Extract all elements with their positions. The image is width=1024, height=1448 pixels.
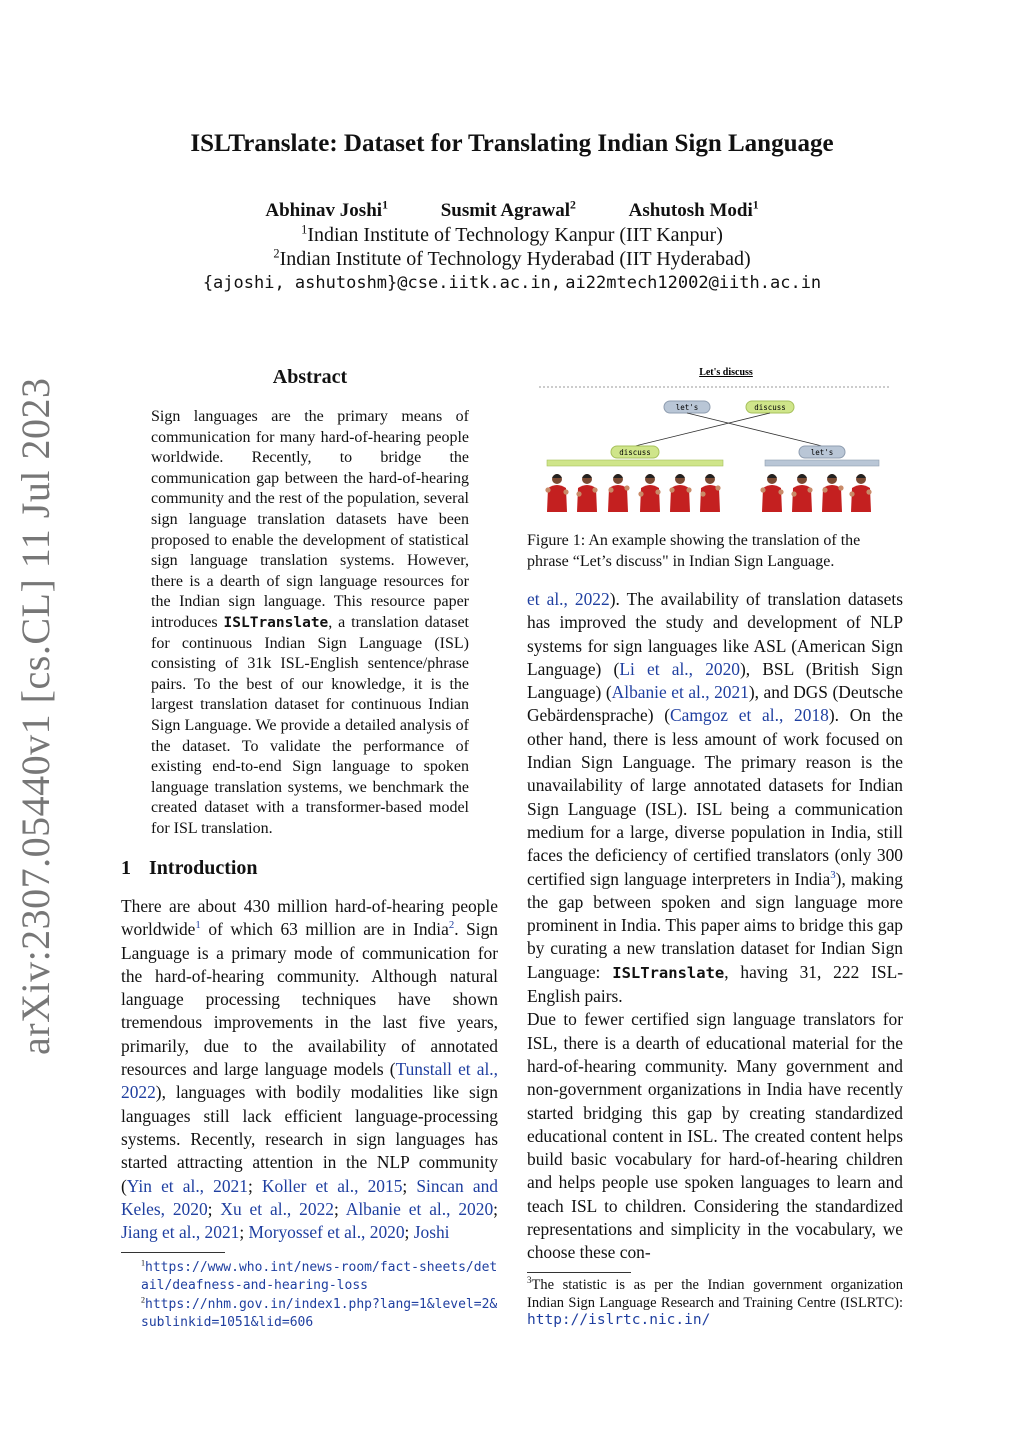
alignment-line-2 [635,413,770,446]
author-emails: {ajoshi, ashutoshm}@cse.iitk.ac.in, ai22mtech12002@iith.ac.in [202,273,822,293]
signer-frame [700,474,721,512]
alignment-line-1 [687,413,822,446]
gloss-lets-mid: let's [810,448,834,457]
citation-link[interactable]: Sincan and Keles, 2020 [121,1175,498,1219]
citation-link[interactable]: Koller et al., 2015 [261,1175,403,1196]
citation-link[interactable]: Moryossef et al., 2020 [248,1222,405,1243]
signer-frames [545,474,871,512]
citation-link[interactable]: et al., 2022 [527,589,610,609]
right-paragraph-2: Due to fewer certified sign language translators for ISL, there is a dearth of educational material for the hard-of-hearing community. Many government and non-government organizations in India have recently started bridging this gap by creating standardized educational content in ISL. The created content helps build basic vocabulary for hard-of-hearing children and helps people use spoken languages to learn and teach ISL to children. Considering the standardized representations and simplicity in the vocabulary, we choose these con- [527,1009,903,1263]
signer-frame [822,474,844,512]
signer-frame [638,474,660,512]
segment-bar-discuss [547,460,723,466]
right-column-text: et al., 2022). The availability of translation datasets has improved the study and development of NLP systems for sign languages like ASL (American Sign Language) (Li et al., 2020), BSL (British Sign Language) (Albanie et al., 2021), and DGS (Deutsche Gebärdensprache) (Camgoz et al., 2018). On the other hand, there is less amount of work focused on Indian Sign Language. The primary reason is the unavailability of large annotated datasets for Indian Sign Language (ISL). ISL being a communication medium for a large, diverse population in India, still faces the deficiency of certified translators (only 300 certified sign language interpreters in India$^3$), making the gap between spoken and sign language more prominent in India. This paper aims to bridge this gap by curating a new translation dataset for Indian Sign Language: ISLTranslate, having 31, 222 ISL-English pairs. Due to fewer certified sign language translators for ISL, there is a dearth of educational material for the hard-of-hearing community. Many government and non-government organizations in India have recently started bridging this gap by creating standardized educational content in ISL. The created content helps build basic vocabulary for hard-of-hearing children and helps people use spoken languages to learn and teach ISL to children. Considering the standardized representations and simplicity in the vocabulary, we choose these con- [527,589,904,1263]
signer-frame [669,474,691,512]
abstract-text: Sign languages are the primary means of communication for many hard-of-hearing people worldwide. Recently, to bridge the communication gap between the hard-of-hearing community and the rest of the population, several sign language translation datasets have been proposed to enable the development of statistical sign language translation systems. However, there is a dearth of sign language resources for the Indian sign language. This resource paper introduces ISLTranslate, a translation dataset for continuous Indian Sign Language (ISL) consisting of 31k ISL-English sentence/phrase pairs. To the best of our knowledge, it is the largest translation dataset for continuous Indian Sign Language. We provide a detailed analysis of the dataset. To validate the performance of existing end-to-end Sign language to spoken language translation systems, we benchmark the created dataset with a transformer-based model for ISL translation. [151,408,469,837]
figure-title: Let's discuss [699,367,753,378]
author-2: Susmit Agrawal$^2$ [440,198,576,221]
gloss-discuss-mid: discuss [619,448,651,457]
figure-1-caption: Figure 1: An example showing the translation of the phrase “Let’s discuss" in Indian Sign Language. [527,532,861,570]
gloss-lets-top: let's [675,403,699,412]
footnote-ref-3[interactable]: 3 [830,868,836,881]
authors [0,200,1024,222]
footnote-3-url[interactable]: http://islrtc.nic.in/ [527,1312,711,1328]
signer-frame [849,474,871,512]
citation-link[interactable]: Albanie et al., 2020 [345,1198,494,1219]
footnotes-left [121,1258,501,1331]
figure-1 [527,360,903,520]
citation-link[interactable]: Yin et al., 2021 [126,1175,248,1196]
footnote-2-url[interactable]: https://nhm.gov.in/index1.php?lang=1&level=2&sublinkid=1051&lid=606 [141,1297,498,1330]
author-3: Ashutosh Modi$^1$ [628,198,759,221]
signer-frame [608,474,630,512]
footnote-ref-1[interactable]: 1 [195,919,201,932]
citation-link[interactable]: Joshi [413,1222,450,1243]
footnote-divider [527,1272,631,1273]
signer-frame [791,474,812,512]
affiliation-2: $^2$Indian Institute of Technology Hyderabad (IIT Hyderabad) [273,246,751,270]
citation-link[interactable]: Tunstall et al., 2022 [121,1059,498,1103]
section-heading-introduction: 1 Introduction [121,857,258,879]
affiliation-1: $^1$Indian Institute of Technology Kanpur (IIT Kanpur) [301,222,723,246]
gloss-discuss-top: discuss [754,403,786,412]
citation-link[interactable]: Xu et al., 2022 [220,1198,334,1219]
author-1: Abhinav Joshi$^1$ [265,198,388,221]
paper-title: ISLTranslate: Dataset for Translating Indian Sign Language [190,130,834,157]
footnote-2: $^2$https://nhm.gov.in/index1.php?lang=1&level=2&sublinkid=1051&lid=606 [141,1295,498,1330]
citation-link[interactable]: Albanie et al., 2021 [611,682,749,703]
footnote-1: $^1$https://www.who.int/news-room/fact-sheets/detail/deafness-and-hearing-loss [141,1258,498,1293]
signer-frame [576,474,597,512]
signer-frame [545,474,568,512]
abstract-heading: Abstract [272,366,348,388]
figure-1-illustration [527,360,903,520]
signer-frame [760,474,783,512]
footnote-3: $^3$The statistic is as per the Indian government organization Indian Sign Language Research and Training Centre (ISLRTC): http://islrtc.nic.in/ [527,1275,903,1328]
arxiv-stamp: arXiv:2307.05440v1 [cs.CL] 11 Jul 2023 [13,377,58,1055]
citation-link[interactable]: Li et al., 2020 [619,658,740,679]
footnote-ref-2[interactable]: 2 [448,919,455,932]
introduction-paragraph: There are about 430 million hard-of-hearing people worldwide$^1$ of which 63 million are in India$^2$. Sign Language is a primary mode of communication for the hard-of-hearing community. Although natural language processing techniques have shown tremendous improvements in the last five years, primarily, due to the availability of annotated resources and large language models (Tunstall et al., 2022), languages with bodily modalities like sign languages still lack efficient language-processing systems. Recently, research in sign languages has started attracting attention in the NLP community (Yin et al., 2021; Koller et al., 2015; Sincan and Keles, 2020; Xu et al., 2022; Albanie et al., 2020; Jiang et al., 2021; Moryossef et al., 2020; Joshi [121,896,499,1243]
citation-link[interactable]: Camgoz et al., 2018 [670,705,829,726]
footnote-divider [121,1252,225,1253]
citation-link[interactable]: Jiang et al., 2021 [121,1222,240,1243]
footnote-1-url[interactable]: https://www.who.int/news-room/fact-sheets/detail/deafness-and-hearing-loss [141,1260,498,1293]
segment-bar-lets [765,460,879,466]
